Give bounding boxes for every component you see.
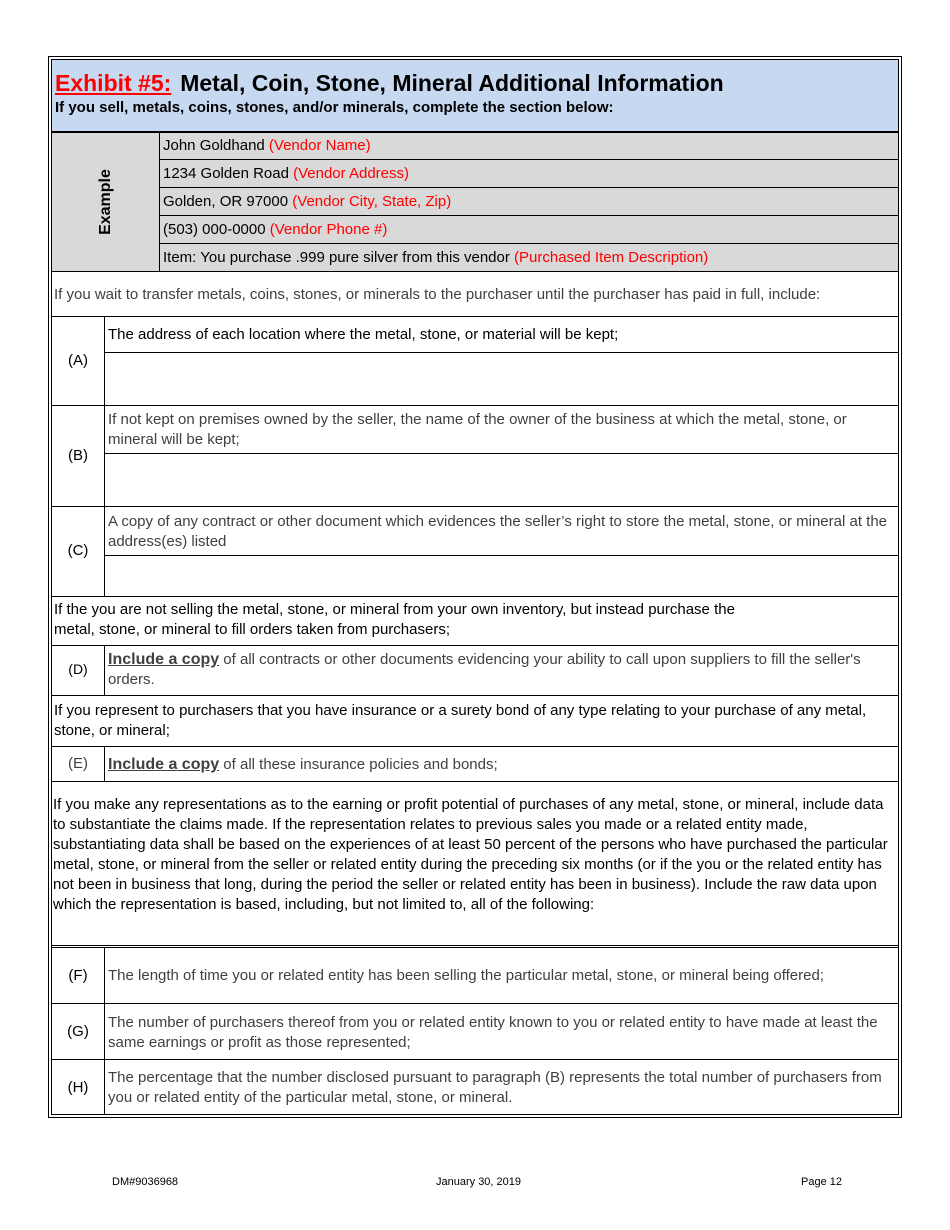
earnings-intro: If you make any representations as to the earning or profit potential of purchases of any metal, stone, or mineral, include data to substantiate the claims made. If the representation relates to previous sales you made or a related entity made, substantiating data shall be based on the experiences of at least 50 percent of the persons who have purchased the particular metal, stone, or mineral from the seller or related entity during the preceding six months (or if the you or the related entity has not been in business that long, during the period the seller or related entity has been in business). Include the raw data upon which the representation is based, including, but not limited to, all of the following: [53,796,888,913]
item-f-letter: (F) [68,967,88,984]
item-b-input[interactable] [105,454,897,506]
example-item-description: Item: You purchase .999 pure silver from this vendor (Purchased Item Description) [163,249,709,266]
transfer-intro: If you wait to transfer metals, coins, stones, or minerals to the purchaser until the purchaser has paid in full, include: [54,286,821,303]
item-h-text: The percentage that the number disclosed pursuant to paragraph (B) represents the total number of purchasers from you or related entity of the particular metal, stone, or mineral. [108,1069,882,1106]
example-vendor-address: 1234 Golden Road (Vendor Address) [163,165,410,182]
item-h-letter: (H) [67,1079,89,1096]
footer-date: January 30, 2019 [436,1176,522,1188]
item-e-text: Include a copy of all these insurance policies and bonds; [108,756,498,773]
item-g-letter: (G) [67,1023,89,1040]
example-vendor-phone: (503) 000-0000 (Vendor Phone #) [163,221,388,238]
inventory-intro: If the you are not selling the metal, stone, or mineral from your own inventory, but instead purchase the metal, stone, or mineral to fill orders taken from purchasers; [54,601,735,638]
item-d-text: Include a copy of all contracts or other documents evidencing your ability to call upon suppliers to fill the seller's orders. [108,651,861,688]
item-e-include-copy: Include a copy [108,756,220,773]
footer-doc-id: DM#9036968 [112,1176,179,1188]
item-a-letter: (A) [68,352,88,369]
insurance-intro: If you represent to purchasers that you have insurance or a surety bond of any type relating to your purchase of any metal, stone, or mineral; [54,702,867,739]
item-d-include-copy: Include a copy [108,651,220,668]
item-d-letter: (D) [68,661,88,677]
item-c-letter: (C) [67,542,89,559]
item-f-text: The length of time you or related entity has been selling the particular metal, stone, or mineral being offered; [108,967,824,984]
item-b-text: If not kept on premises owned by the seller, the name of the owner of the business at which the metal, stone, or mineral will be kept; [108,411,847,448]
exhibit-title-line [55,70,724,97]
item-c-input[interactable] [105,556,897,596]
example-vendor-name: John Goldhand (Vendor Name) [163,137,371,154]
item-b-letter: (B) [68,447,88,464]
exhibit-subtitle: If you sell, metals, coins, stones, and/or minerals, complete the section below: [55,99,614,116]
item-a-input[interactable] [105,353,897,405]
item-e-letter: (E) [68,755,88,772]
exhibit-number: Exhibit #5: [55,70,172,96]
item-a-text: The address of each location where the metal, stone, or material will be kept; [108,326,619,343]
example-label: Example [97,169,114,235]
footer-page-number: Page 12 [801,1176,842,1188]
example-vendor-city: Golden, OR 97000 (Vendor City, State, Zip) [163,193,452,210]
exhibit-title: Metal, Coin, Stone, Mineral Additional Information [180,70,724,96]
item-c-text: A copy of any contract or other document which evidences the seller’s right to store the metal, stone, or mineral at the address(es) listed [108,513,888,550]
item-g-text: The number of purchasers thereof from you or related entity known to you or related entity to have made at least the same earnings or profit as those represented; [108,1014,878,1051]
